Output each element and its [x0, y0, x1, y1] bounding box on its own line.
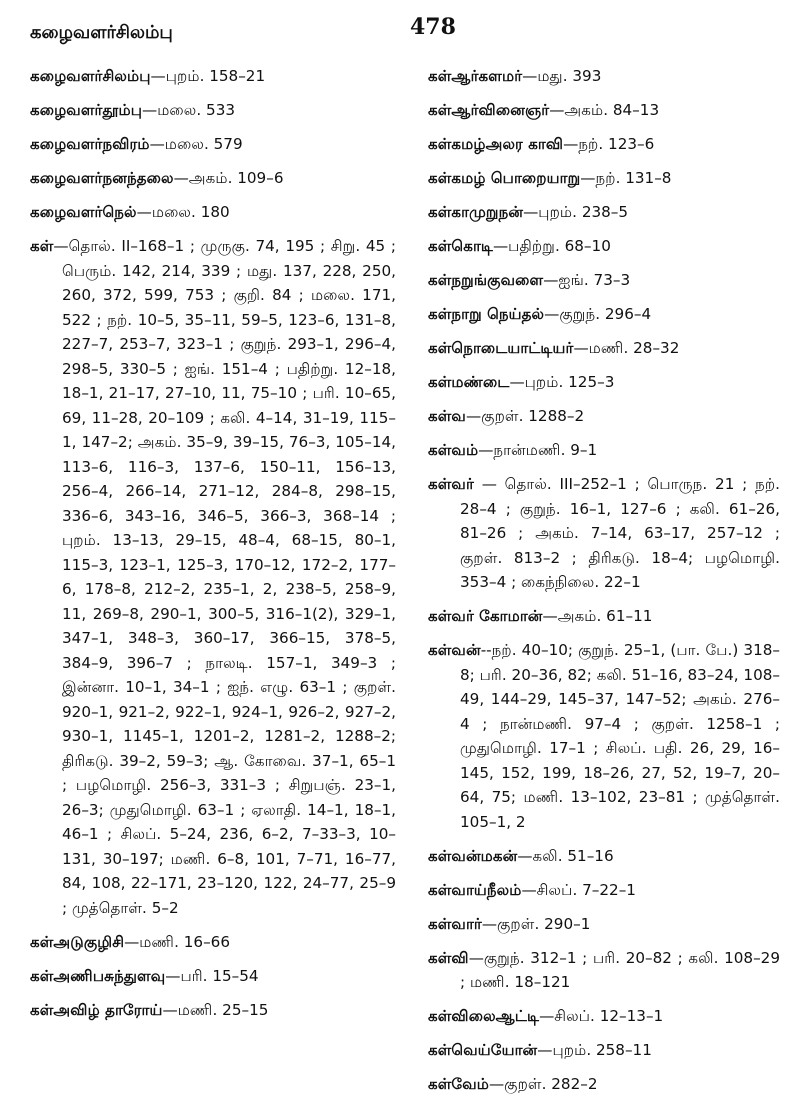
entry-headword: கள்மண்டை — [428, 373, 510, 391]
entry-references: —புறம். 238–5 — [523, 203, 629, 221]
entry-headword: கள்வேம் — [428, 1075, 489, 1093]
index-entry — [30, 166, 396, 191]
index-entry — [428, 370, 780, 395]
entry-headword: கள் — [30, 237, 54, 255]
entry-headword: கழைவளர்தூம்பு — [30, 101, 143, 119]
entry-references: —பதிற்று. 68–10 — [492, 237, 611, 255]
entry-references: —புறம். 125–3 — [509, 373, 615, 391]
right-column — [428, 64, 780, 1106]
index-entry — [30, 132, 396, 157]
entry-headword: கள்அடுகுழிசி — [30, 932, 125, 951]
entry-references: --நற். 40–10; குறுந். 25–1, (பா. பே.) 318–8; பரி. 20–36, 82; கலி. 51–16, 83–24, 108–49, 144–29, 145–37, 147–52; அகம். 276–4 ; நான்மணி. 97–4 ; குறள். 1258–1 ; முதுமொழி. 17–1 ; சிலப். பதி. 26, 29, 16–145, 152, 199, 18–26, 27, 52, 19–7, 20–64, 75; மணி. 13–102, 23–81 ; முத்தொள். 105–1, 2 — [460, 641, 780, 831]
entry-headword: கள்வர் — [428, 475, 474, 493]
entry-references: —மணி. 25–15 — [162, 1000, 269, 1019]
entry-references: —மணி. 16–66 — [124, 932, 231, 951]
index-entry — [30, 64, 396, 89]
entry-references: —மலை. 180 — [136, 203, 230, 221]
running-head: கழைவளர்சிலம்பு — [30, 22, 173, 43]
index-entry — [428, 912, 780, 937]
entry-references: —ஐங். 73–3 — [543, 271, 631, 289]
entry-headword: கழைவளர்நனந்தலை — [30, 169, 174, 187]
entry-references: —குறள். 1288–2 — [465, 407, 585, 425]
index-entry — [428, 234, 780, 259]
index-entry — [30, 98, 396, 123]
entry-references: —நான்மணி. 9–1 — [478, 441, 598, 459]
entry-headword: கள்நொடையாட்டியர் — [428, 339, 574, 357]
entry-headword: கழைவளர்நவிரம் — [30, 135, 150, 153]
left-column — [30, 64, 396, 1032]
index-entry — [428, 878, 780, 903]
entry-references: —மணி. 28–32 — [573, 339, 680, 357]
index-entry — [428, 132, 780, 157]
entry-headword: கள்ஆர்களமர் — [428, 67, 523, 85]
entry-references: —பரி. 15–54 — [165, 966, 259, 985]
entry-references: —அகம். 109–6 — [173, 169, 284, 187]
entry-references: —அகம். 61–11 — [542, 607, 653, 625]
entry-references: —மலை. 533 — [142, 101, 236, 119]
entry-headword: கள்வம் — [428, 441, 479, 459]
entry-headword: கள்வன்மகன் — [428, 846, 518, 865]
entry-references: —புறம். 258–11 — [537, 1041, 652, 1059]
entry-headword: கள்அவிழ் தாரோய் — [30, 1000, 163, 1019]
entry-references: —குறள். 282–2 — [488, 1075, 598, 1093]
index-entry — [428, 336, 780, 361]
index-entry — [428, 604, 780, 629]
index-entry — [30, 234, 396, 920]
entry-headword: கள்கமழ் பொறையாறு — [428, 169, 581, 187]
entry-headword: கள்காமுறுநன் — [428, 203, 524, 221]
entry-references: —குறுந். 312–1 ; பரி. 20–82 ; கலி. 108–29 ; மணி. 18–121 — [460, 948, 780, 991]
index-entry — [428, 844, 780, 869]
entry-references: —குறள். 290–1 — [481, 914, 591, 933]
index-entry — [30, 930, 396, 955]
index-entry — [428, 98, 780, 123]
entry-references: —நற். 131–8 — [580, 169, 672, 187]
index-entry — [30, 964, 396, 989]
entry-headword: கள்கொடி — [428, 237, 493, 255]
index-entry — [428, 64, 780, 89]
index-entry — [428, 404, 780, 429]
entry-headword: கள்கமழ்அலர காவி — [428, 135, 564, 153]
entry-references: —புறம். 158–21 — [150, 67, 266, 85]
entry-headword: கள்ஆர்வினைஞர் — [428, 101, 550, 119]
entry-references: — தொல். III–252–1 ; பொருந. 21 ; நற். 28–4 ; குறுந். 16–1, 127–6 ; கலி. 61–26, 81–26 ; அகம். 7–14, 63–17, 257–12 ; குறள். 813–2 ; திரிகடு. 18–4; பழமொழி. 353–4 ; கைந்நிலை. 22–1 — [460, 475, 780, 591]
entry-headword: கள்வாய்நீலம் — [428, 880, 522, 899]
entry-headword: கள்வன் — [428, 641, 481, 659]
entry-references: —கலி. 51–16 — [517, 846, 614, 865]
entry-headword: கள்வி — [428, 948, 469, 967]
index-entry — [30, 200, 396, 225]
entry-references: —குறுந். 296–4 — [544, 305, 652, 323]
index-entry — [428, 1004, 780, 1029]
entry-headword: கள்வ — [428, 407, 466, 425]
page-number: 478 — [410, 14, 456, 40]
entry-references: —நற். 123–6 — [563, 135, 655, 153]
index-entry — [428, 638, 780, 834]
index-entry — [30, 998, 396, 1023]
index-entry — [428, 438, 780, 463]
index-entry — [428, 302, 780, 327]
entry-headword: கள்அணிபசுந்துளவு — [30, 966, 166, 985]
entry-headword: கள்விலைஆட்டி — [428, 1007, 540, 1025]
entry-references: —சிலப். 12–13–1 — [539, 1007, 664, 1025]
entry-references: —தொல். II–168–1 ; முருகு. 74, 195 ; சிறு. 45 ; பெரும். 142, 214, 339 ; மது. 137, 228, 250, 260, 372, 599, 753 ; குறி. 84 ; மலை. 171, 522 ; நற். 10–5, 35–11, 59–5, 123–6, 131–8, 227–7, 253–7, 323–1 ; குறுந். 293–1, 296–4, 298–5, 330–5 ; ஐங். 151–4 ; பதிற்று. 12–18, 18–1, 21–17, 27–10, 11, 75–10 ; பரி. 10–65, 69, 11–28, 20–109 ; கலி. 4–14, 31–19, 115–1, 147–2; அகம். 35–9, 39–15, 76–3, 105–14, 113–6, 116–3, 137–6, 150–11, 156–13, 256–4, 266–14, 271–12, 284–8, 298–15, 336–6, 343–16, 346–5, 366–3, 368–14 ; புறம். 13–13, 29–15, 48–4, 68–15, 80–1, 115–3, 123–1, 125–3, 170–12, 172–2, 177–6, 178–8, 212–2, 235–1, 2, 238–5, 258–9, 11, 269–8, 290–1, 300–5, 316–1(2), 329–1, 347–1, 348–3, 360–17, 366–15, 378–5, 384–9, 396–7 ; நாலடி. 157–1, 349–3 ; இன்னா. 10–1, 34–1 ; ஐந். எழு. 63–1 ; குறள். 920–1, 921–2, 922–1, 924–1, 926–2, 927–2, 930–1, 1145–1, 1201–2, 1281–2, 1288–2; திரிகடு. 39–2, 59–3; ஆ. கோவை. 37–1, 65–1 ; பழமொழி. 256–3, 331–3 ; சிறுபஞ். 23–1, 26–3; முதுமொழி. 63–1 ; ஏலாதி. 14–1, 18–1, 46–1 ; சிலப். 5–24, 236, 6–2, 7–33–3, 10–131, 30–197; மணி. 6–8, 101, 7–71, 16–77, 84, 108, 22–171, 23–120, 122, 24–77, 25–9 ; முத்தொள். 5–2 — [53, 237, 396, 917]
entry-headword: கள்வர் கோமான் — [428, 607, 543, 625]
entry-references: —அகம். 84–13 — [549, 101, 660, 119]
entry-headword: கள்வெய்யோன் — [428, 1041, 538, 1059]
entry-references: —சிலப். 7–22–1 — [521, 880, 636, 899]
index-entry — [428, 166, 780, 191]
entry-headword: கள்வார் — [428, 914, 482, 933]
index-entry — [428, 1038, 780, 1063]
entry-headword: கழைவளர்சிலம்பு — [30, 67, 151, 85]
index-entry — [428, 946, 780, 995]
index-entry — [428, 1072, 780, 1097]
entry-headword: கள்நாறு நெய்தல் — [428, 305, 545, 323]
index-entry — [428, 472, 780, 595]
index-entry — [428, 268, 780, 293]
entry-references: —மது. 393 — [522, 67, 602, 85]
index-entry — [428, 200, 780, 225]
entry-headword: கள்நறுங்குவளை — [428, 271, 544, 289]
entry-references: —மலை. 579 — [149, 135, 243, 153]
entry-headword: கழைவளர்நெல் — [30, 203, 137, 221]
page-header — [30, 14, 770, 54]
